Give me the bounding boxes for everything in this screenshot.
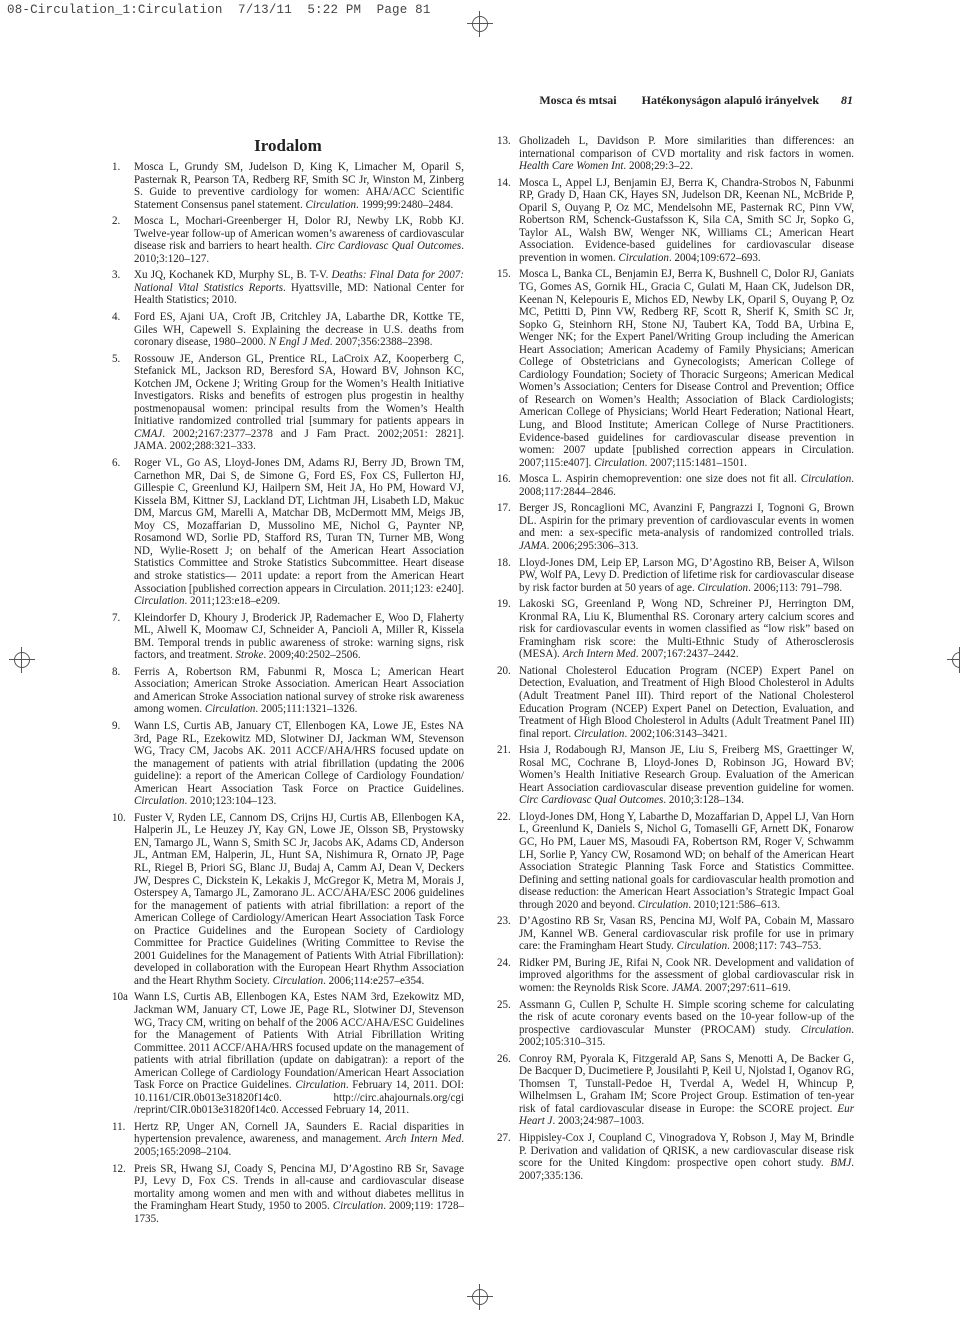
reference-citation: . 2007;115:1481–1501. [644,456,747,469]
reference-text: Berger JS, Roncaglioni MC, Avanzini F, Pangrazzi I, Tognoni G, Brown DL. Aspirin for the primary prevention of cardiovascular events in women and men: a sex-specific meta-analysis of randomized controlled trials. [519,502,854,540]
reference-item [497,177,854,265]
reference-journal: Circulation [800,1023,852,1036]
reference-text: Fuster V, Ryden LE, Cannom DS, Crijns HJ, Curtis AB, Ellenbogen KA, Halperin JL, Le Heuzey JY, Kay GN, Lowe JE, Olsson SB, Prystowsky EN, Tamargo JL, Wann S, Smith SC Jr, Jacobs AK, Adams CD, Anderson JL, Antman EM, Halperin, JL, Hunt SA, Nishimura R, Ornato JP, Page RL, Riegel B, Priori SG, Blanc JJ, Budaj A, Camm AJ, Dean V, Deckers JW, Despres C, Dickstein K, Lekakis J, McGregor K, Metra M, Morais J, Osterspey A, Tamargo JL, Zamorano JL. ACC/AHA/ESC 2006 guidelines for the management of patients with atrial fibrillation: a report of the American College of Cardiology/American Heart Association Task Force on Practice Guidelines and the European Society of Cardiology Committee for Practice Guidelines (Writing Committee to Revise the 2001 Guidelines for the Management of Patients With Atrial Fibrillation): developed in collaboration with the European Heart Rhythm Association and the Heart Rhythm Society. [134,811,464,987]
reference-number: 24. [497,956,511,969]
reference-citation: . 2002;105:310–315. [519,1023,854,1049]
reference-citation: . 2007;356:2388–2398. [329,336,433,349]
reference-text: Gholizadeh L, Davidson P. More similarities than differences: an international comparison of CVD mortality and risk factors in women. [519,135,854,160]
reference-number: 6. [112,457,121,470]
reference-citation: . 2011;123:e18–e209. [184,595,281,608]
reference-item [112,666,464,716]
reference-journal: Circulation [272,974,324,987]
reference-journal: Health Care Women Int [519,160,624,173]
reference-text: Hertz RP, Unger AN, Cornell JA, Saunders E. Racial disparities in hypertension prevalence, awareness, and management. [134,1120,464,1146]
reference-item [112,353,464,453]
reference-number: 26. [497,1052,511,1065]
reference-journal: Circ Cardiovasc Qual Outcomes [519,794,664,807]
reference-number: 1. [112,161,121,173]
reference-number: 9. [112,719,121,732]
reference-item [497,135,854,173]
references-column-right [497,135,854,1186]
reference-text: Xu JQ, Kochanek KD, Murphy SL, B. T-V. [134,269,332,282]
references-column-left [112,137,464,1229]
reference-text: Lloyd-Jones DM, Leip EP, Larson MG, D’Agostino RB, Beiser A, Wilson PW, Wolf PA, Levy D. Prediction of lifetime risk for cardiovascular disease by risk factor burden at 50 years of age. [519,556,854,594]
reference-journal: Deaths: Final Data for 2007: National Vital Statistics Reports [134,269,464,294]
print-slug: 08-Circulation_1:Circulation 7/13/11 5:22 PM Page 81 [7,3,431,17]
reference-text: Lloyd-Jones DM, Hong Y, Labarthe D, Mozaffarian D, Appel LJ, Van Horn L, Greenlund K, Daniels S, Nichol G, Tomaselli GF, Arnett DK, Fonarow GC, Ho PM, Lauer MS, Masoudi FA, Robertson RM, Roger V, Schwamm LH, Sorlie P, Yancy CW, Rosamond WD; on behalf of the American Heart Association Strategic Planning Task Force and Statistics Committee. Defining and setting national goals for cardiovascular health promotion and disease reduction: the American Heart Association’s Strategic Impact Goal through 2020 and beyond. [519,810,854,911]
reference-journal: BMJ [830,1157,852,1170]
reference-journal: Circulation [637,898,689,911]
reference-number: 5. [112,352,121,365]
reference-text: Hsia J, Rodabough RJ, Manson JE, Liu S, Freiberg MS, Graettinger W, Rosal MC, Cochrane B, Lloyd-Jones D, Robinson JG, Howard BV; Women’s Health Initiative Research Group. Evaluation of the American Heart Association cardiovascular disease prevention guideline for women. [519,744,854,794]
reference-number: 21. [497,744,511,757]
reference-journal: Arch Intern Med [562,648,636,661]
reference-citation: . 2008;29:3–22. [623,160,694,173]
reference-text: Rossouw JE, Anderson GL, Prentice RL, LaCroix AZ, Kooperberg C, Stefanick ML, Jackson RD, Beresford SA, Howard BV, Johnson KC, Kotchen JM, Ockene J; Writing Group for the Women’s Health Initiative Investigators. Risks and benefits of estrogen plus progestin in healthy postmenopausal women: principal results from the Women’s Health Initiative randomized controlled trial [summary for patients appears in [134,352,464,428]
reference-number: 11. [112,1120,126,1133]
reference-text: Mosca L, Grundy SM, Judelson D, King K, Limacher M, Oparil S, Pasternak R, Pearson TA, Redberg RF, Smith SC Jr, Winston M, Zinberg S. Guide to preventive cardiology for women: AHA/ACC Scientific Statement Consensus panel statement. [134,161,464,211]
reference-citation: . 1999;99:2480–2484. [356,198,454,211]
reference-item [497,915,854,953]
reference-number: 20. [497,664,511,677]
reference-item [497,999,854,1049]
reference-number: 25. [497,998,511,1011]
reference-journal: Circulation [697,581,749,594]
reference-journal: Circulation [134,795,185,808]
reference-text: Hippisley-Cox J, Coupland C, Vinogradova Y, Robson J, May M, Brindle P. Derivation and validation of QRISK, a new cardiovascular disease risk score for the United Kingdom: prospective open cohort study. [519,1132,854,1170]
running-head-authors: Mosca és mtsai [539,93,617,107]
reference-citation: . 2002;106:3143–3421. [624,727,728,740]
reference-text: D’Agostino RB Sr, Vasan RS, Pencina MJ, Wolf PA, Cobain M, Massaro JM, Kannel WB. General cardiovascular risk profile for use in primary care: the Framingham Heart Study. [519,915,854,953]
reference-journal: Circulation [295,1079,346,1092]
reference-number: 7. [112,611,121,624]
reference-item [112,612,464,662]
reference-journal: JAMA [671,982,700,994]
reference-number: 17. [497,502,511,515]
reference-number: 12. [112,1162,126,1175]
reference-item [112,457,464,608]
reference-citation: . 2007;335:136. [519,1157,854,1182]
page-number: 81 [841,93,853,107]
reference-number: 4. [112,311,121,324]
reference-citation: . 2010;121:586–613. [688,898,781,911]
reference-item [497,957,854,995]
reference-journal: Circulation [800,473,852,486]
reference-citation: . 2009;119: 1728–1735. [134,1200,465,1225]
reference-item [112,991,464,1116]
reference-journal: Circulation [332,1200,384,1213]
running-head [539,93,853,108]
reference-text: Preis SR, Hwang SJ, Coady S, Pencina MJ, D’Agostino RB Sr, Savage PJ, Levy D, Fox CS. Trends in all-cause and cardiovascular disease mortality among women and men with and without diabetes mellitus in the Framingham Heart Study, 1950 to 2005. [134,1162,464,1213]
section-heading: Irodalom [254,136,322,155]
reference-text: Conroy RM, Pyorala K, Fitzgerald AP, Sans S, Menotti A, De Backer G, De Bacquer D, Ducimetiere P, Jousilahti P, Keil U, Njolstad I, Oganov RG, Thomsen T, Tunstall-Pedoe H, Tverdal A, Wedel H, Whincup P, Wilhelmsen L, Graham IM; Score Project Group. Estimation of ten-year risk of fatal cardiovascular disease in Europe: the SCORE project. [519,1052,854,1115]
reference-number: 15. [497,268,511,281]
reference-journal: Stroke [235,649,264,662]
crop-mark-top-icon [467,11,493,37]
reference-citation: . 2005;165:2098–2104. [134,1133,464,1159]
reference-number: 8. [112,665,121,678]
reference-text: Mosca L, Appel LJ, Benjamin EJ, Berra K, Chandra-Strobos N, Fabunmi RP, Grady D, Haan CK, Hayes SN, Judelson DR, Keenan NL, McBride P, Oparil S, Ouyang P, Oz MC, Mendelsohn ME, Pasternak RC, Pinn VW, Robertson RM, Schenck-Gustafsson K, Sila CA, Smith SC Jr, Sopko G, Taylor AL, Walsh BW, Wenger NK, Williams CL; American Heart Association. Evidence-based guidelines for cardiovascular disease prevention in women. [519,176,854,264]
reference-journal: Circ Cardiovasc Qual Outcomes [315,240,462,253]
reference-text: Wann LS, Curtis AB, Ellenbogen KA, Estes NAM 3rd, Ezekowitz MD, Jackman WM, January CT, Lowe JE, Page RL, Slotwiner DJ, Stevenson WG, Tracy CM, writing on behalf of the 2006 ACC/AHA/ESC Guidelines for the Management of Patients With Atrial Fibrillation Writing Committee. 2011 ACCF/AHA/HRS focused update on the management of patients with atrial fibrillation (update on dabigatran): a report of the American College of Cardiology Foundation/American Heart Association Task Force on Practice Guidelines. [134,991,464,1092]
reference-text: Ford ES, Ajani UA, Croft JB, Critchley JA, Labarthe DR, Kottke TE, Giles WH, Capewell S. Explaining the decrease in U.S. deaths from coronary disease, 1980–2000. [134,311,464,349]
reference-text: Kleindorfer D, Khoury J, Broderick JP, Rademacher E, Woo D, Flaherty ML, Alwell K, Moomaw CJ, Schneider A, Pancioli A, Miller R, Kissela BM. Temporal trends in public awareness of stroke: warning signs, risk factors, and treatment. [134,611,464,662]
reference-item [497,557,854,595]
crop-mark-bottom-icon [467,1284,493,1310]
reference-text: Assmann G, Cullen P, Schulte H. Simple scoring scheme for calculating the risk of acute coronary events based on the 10-year follow-up of the prospective cardiovascular Munster (PROCAM) study. [519,998,854,1036]
reference-item [497,1132,854,1182]
reference-journal: Eur Heart J [519,1102,854,1128]
reference-number: 19. [497,598,511,611]
reference-text: Ferris A, Robertson RM, Fabunmi R, Mosca L; American Heart Association; American Stroke Association. American Heart Association and American Stroke Association national survey of stroke risk awareness among women. [134,665,464,716]
reference-text: Mosca L. Aspirin chemoprevention: one size does not fit all. [519,473,801,486]
reference-journal: JAMA [519,539,547,552]
reference-journal: Circulation [618,251,669,264]
reference-number: 10. [112,811,126,824]
reference-number: 10a [112,991,128,1004]
reference-journal: CMAJ [134,427,163,440]
reference-text: National Cholesterol Education Program (NCEP) Expert Panel on Detection, Evaluation, and Treatment of High Blood Cholesterol in Adults (Adult Treatment Panel III). Third report of the National Cholesterol Education Program (NCEP) Expert Panel on Detection, Evaluation, and Treatment of High Blood Cholesterol in Adults (Adult Treatment Panel III) final report. [519,664,854,740]
reference-citation: . 2006;114:e257–e354. [323,974,425,987]
reference-number: 16. [497,473,511,486]
reference-text: Wann LS, Curtis AB, January CT, Ellenbogen KA, Lowe JE, Estes NA 3rd, Page RL, Ezekowitz MD, Slotwiner DJ, Jackman WM, Stevenson WG, Tracy CM, Jacobs AK. 2011 ACCF/AHA/HRS focused update on the management of patients with atrial fibrillation (updating the 2006 guideline): a report of the American College of Cardiology Foundation/ American Heart Association Task Force on Practice Guidelines. [134,719,464,795]
reference-item [112,161,464,211]
reference-citation: . 2004;109:672–693. [668,251,761,264]
reference-item [112,720,464,808]
reference-citation: . February 14, 2011. DOI: 10.1161/CIR.0b013e31820f14c0. http://circ.ahajournals.org/cgi /reprint/CIR.0b013e31820f14c0. Accessed February 14, 2011. [134,1079,465,1117]
reference-journal: Arch Intern Med [385,1133,462,1146]
reference-citation: . 2007;297:611–619. [699,982,791,994]
reference-item [112,215,464,265]
crop-mark-left-icon [9,647,35,673]
reference-journal: Circulation [573,727,625,740]
reference-item [112,1163,464,1226]
reference-citation: . 2008;117:2844–2846. [519,473,854,498]
reference-text: Roger VL, Go AS, Lloyd-Jones DM, Adams RJ, Berry JD, Brown TM, Carnethon MR, Dai S, de Simone G, Ford ES, Fox CS, Fullerton HJ, Gillespie C, Greenlund KJ, Hailpern SM, Heit JA, Ho PM, Howard VJ, Kissela BM, Kittner SJ, Lackland DT, Lichtman JH, Lisabeth LD, Makuc DM, Marcus GM, Marelli A, Matchar DB, McDermott MM, Meigs JB, Moy CS, Mozaffarian D, Mussolino ME, Nichol G, Paynter NP, Rosamond WD, Sorlie PD, Stafford RS, Turan TN, Turner MB, Wong ND, Wylie-Rosett J; on behalf of the American Heart Association Statistics Committee and Stroke Statistics Subcommittee. Heart disease and stroke statistics— 2011 update: a report from the American Heart Association [published correction appears in Circulation. 2011;123: e240]. [134,457,464,595]
reference-number: 13. [497,135,511,147]
reference-item [497,598,854,661]
reference-text: Mosca L, Mochari-Greenberger H, Dolor RJ, Newby LK, Robb KJ. Twelve-year follow-up of American women’s awareness of cardiovascular disease risk and barriers to heart health. [134,215,464,253]
reference-text: Lakoski SG, Greenland P, Wong ND, Schreiner PJ, Herrington DM, Kronmal RA, Liu K, Blumenthal RS. Coronary artery calcium scores and risk for cardiovascular events in women classified as “low risk” based on Framingham risk score: the Multi-Ethnic Study of Atherosclerosis (MESA). [519,598,854,661]
reference-citation: . 2010;123:104–123. [184,795,277,808]
reference-number: 18. [497,556,511,569]
reference-item [112,1121,464,1159]
reference-item [497,665,854,740]
reference-item [497,744,854,807]
reference-item [497,1053,854,1128]
reference-citation: . 2010;3:128–134. [663,794,745,807]
reference-citation: . Hyattsville, MD: National Center for Health Statistics; 2010. [134,281,464,307]
reference-number: 22. [497,810,511,823]
reference-journal: Circulation [594,456,645,469]
reference-item [497,502,854,552]
reference-citation: . 2009;40:2502–2506. [263,649,361,662]
reference-citation: . 2007;167:2437–2442. [635,648,739,661]
reference-citation: . 2006;113: 791–798. [748,581,843,594]
reference-citation: . 2010;3:120–127. [134,240,464,265]
reference-item [112,812,464,988]
reference-journal: N Engl J Med [268,336,330,349]
reference-text: Ridker PM, Buring JE, Rifai N, Cook NR. Development and validation of improved algorithms for the assessment of global cardiovascular risk in women: the Reynolds Risk Score. [519,956,854,994]
reference-journal: Circulation [134,595,185,608]
reference-citation: . 2002;2167:2377–2378 and J Fam Pract. 2002;2051: 2821]. JAMA. 2002;288:321–333. [134,427,464,453]
running-head-title: Hatékonyságon alapuló irányelvek [641,93,819,107]
reference-item [112,269,464,307]
reference-number: 27. [497,1132,511,1145]
reference-citation: . 2008;117: 743–753. [727,940,822,953]
reference-item [112,311,464,349]
reference-number: 14. [497,176,511,189]
reference-journal: Circulation [676,940,728,953]
reference-text: Mosca L, Banka CL, Benjamin EJ, Berra K, Bushnell C, Dolor RJ, Ganiats TG, Gomes AS, Gornik HL, Gracia C, Gulati M, Haan CK, Judelson DR, Keenan N, Kelepouris E, Michos ED, Newby LK, Oparil S, Ouyang P, Oz MC, Petitti D, Pinn VW, Redberg RF, Scott R, Sherif K, Smith SC Jr, Sopko G, Steinhorn RH, Stone NJ, Taubert KA, Todd BA, Urbina E, Wenger NK; for the Expert Panel/Writing Group including the American Heart Association; American Academy of Family Physicians; American College of Obstetricians and Gynecologists; American College of Cardiology Foundation; Society of Thoracic Surgeons; American Medical Women’s Association; Centers for Disease Control and Prevention; Office of Research on Women’s Health; Association of Black Cardiologists; American College of Physicians; World Heart Federation; National Heart, Lung, and Blood Institute; American College of Nurse Practitioners. Evidence-based guidelines for cardiovascular disease prevention in women: 2007 update [published correction appears in Circulation. 2007;115:e407]. [519,268,854,469]
crop-mark-right-icon [947,647,960,673]
reference-citation: . 2003;24:987–1003. [552,1115,645,1128]
reference-journal: Circulation [305,198,357,211]
reference-journal: Circulation [204,703,256,716]
reference-number: 3. [112,269,121,282]
reference-item [497,268,854,469]
reference-item [497,473,854,498]
reference-number: 2. [112,215,121,228]
reference-item [497,811,854,911]
reference-citation: . 2005;111:1321–1326. [255,703,358,716]
reference-number: 23. [497,915,511,928]
reference-citation: . 2006;295:306–313. [546,539,639,552]
